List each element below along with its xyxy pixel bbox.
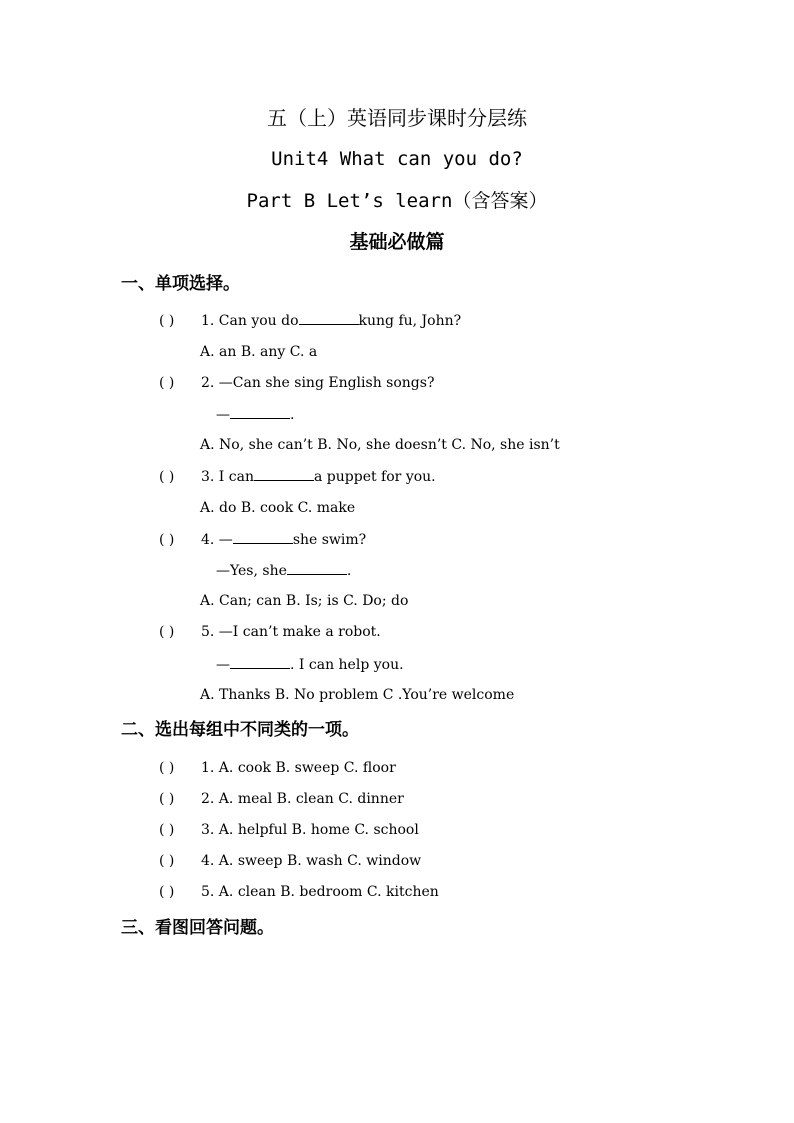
s1-question-3 <box>159 466 436 487</box>
answer-paren: ( ) <box>159 624 175 640</box>
s1-q5-ans-a: — <box>216 657 230 673</box>
s2-question-3 <box>159 820 419 840</box>
s2-q5-text: 5. A. clean B. bedroom C. kitchen <box>201 884 439 900</box>
unit-title: Unit4 What can you do? <box>271 148 523 170</box>
s2-question-2 <box>159 789 404 809</box>
s1-q5-options: A. Thanks B. No problem C .You’re welcome <box>200 687 515 703</box>
answer-paren: ( ) <box>159 822 175 838</box>
s1-q1-text-b: kung fu, John? <box>358 313 462 329</box>
part-title <box>0 187 794 215</box>
s1-question-2 <box>159 373 434 393</box>
s1-q3-text-a: 3. I can <box>201 469 254 485</box>
s2-question-1 <box>159 758 396 778</box>
s1-q2-ans-b: . <box>290 407 295 423</box>
answer-blank <box>299 310 359 325</box>
s1-question-5 <box>159 622 381 642</box>
answer-paren: ( ) <box>159 791 175 807</box>
s1-question-1 <box>159 310 461 331</box>
section-1-heading: 一、单项选择。 <box>121 274 240 294</box>
answer-blank <box>230 654 290 669</box>
s1-q4-ans-a: —Yes, she <box>216 563 287 579</box>
s2-question-4 <box>159 851 421 871</box>
part-title-cn: （含答案） <box>452 190 548 212</box>
s1-q4-options: A. Can; can B. Is; is C. Do; do <box>200 593 409 609</box>
s1-q4-text-b: she swim? <box>292 532 367 548</box>
answer-blank <box>254 466 314 481</box>
section-3-heading: 三、看图回答问题。 <box>121 918 274 938</box>
s1-question-4 <box>159 529 366 550</box>
answer-paren: ( ) <box>159 375 175 391</box>
worksheet-title: 五（上）英语同步课时分层练 <box>267 106 527 130</box>
answer-paren: ( ) <box>159 469 175 485</box>
s2-q3-text: 3. A. helpful B. home C. school <box>201 822 419 838</box>
s2-question-5 <box>159 882 439 902</box>
section-2-heading: 二、选出每组中不同类的一项。 <box>121 720 359 740</box>
s1-q2-ans-a: — <box>216 407 230 423</box>
s1-q2-answer-line <box>216 404 294 425</box>
s1-q5-answer-line <box>216 654 404 675</box>
s1-q1-text-a: 1. Can you do <box>201 313 299 329</box>
s1-q2-options: A. No, she can’t B. No, she doesn’t C. No, she isn’t <box>200 437 560 453</box>
s2-q4-text: 4. A. sweep B. wash C. window <box>201 853 422 869</box>
s2-q1-text: 1. A. cook B. sweep C. floor <box>201 760 396 776</box>
level-title: 基础必做篇 <box>349 231 445 253</box>
s1-q4-answer-line <box>216 560 351 581</box>
s1-q3-text-b: a puppet for you. <box>314 469 436 485</box>
answer-paren: ( ) <box>159 853 175 869</box>
s1-q2-text: 2. —Can she sing English songs? <box>201 375 435 391</box>
s1-q4-ans-b: . <box>346 563 352 579</box>
part-title-en: Part B Let’s learn <box>246 190 453 212</box>
s1-q1-options: A. an B. any C. a <box>200 344 318 360</box>
s1-q4-text-a: 4. — <box>201 532 233 548</box>
answer-paren: ( ) <box>159 532 175 548</box>
s1-q3-options: A. do B. cook C. make <box>200 500 356 516</box>
answer-blank <box>230 404 290 419</box>
answer-paren: ( ) <box>159 884 175 900</box>
s2-q2-text: 2. A. meal B. clean C. dinner <box>201 791 404 807</box>
s1-q5-text: 5. —I can’t make a robot. <box>201 624 381 640</box>
answer-paren: ( ) <box>159 313 175 329</box>
answer-blank <box>287 560 347 575</box>
answer-paren: ( ) <box>159 760 175 776</box>
answer-blank <box>233 529 293 544</box>
s1-q5-ans-b: . I can help you. <box>290 657 404 673</box>
